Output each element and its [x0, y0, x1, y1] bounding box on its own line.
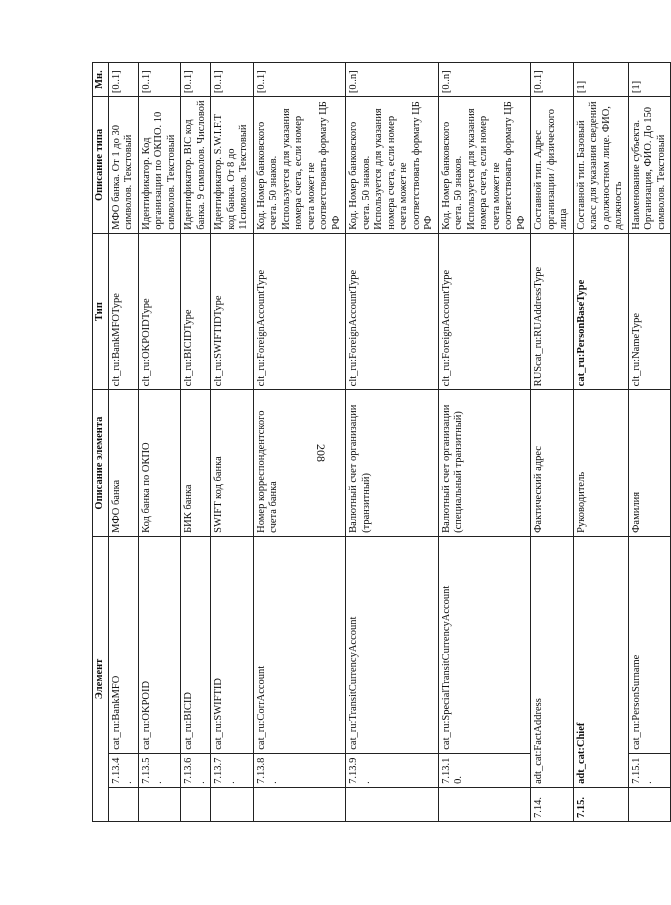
row-element: cat_ru:OKPOID: [138, 536, 181, 753]
row-indent-cell: [628, 787, 671, 821]
table-row: [438, 63, 531, 822]
row-type: clt_ru:ForeignAccountType: [253, 233, 346, 390]
row-multiplicity: [0..n]: [438, 63, 531, 97]
row-element: adt_cat:FactAddress: [531, 536, 574, 787]
table-row: [346, 63, 439, 822]
table-header-row: [93, 63, 109, 822]
row-element-desc: Фамилия: [628, 390, 671, 537]
table-row: [253, 63, 346, 822]
row-multiplicity: [0..1]: [181, 63, 211, 97]
row-element-desc: Руководитель: [573, 390, 628, 537]
row-number: 7.13.9.: [346, 753, 439, 787]
row-indent-cell: [108, 787, 138, 821]
header-type: Тип: [93, 233, 109, 390]
row-number: 7.13.4.: [108, 753, 138, 787]
header-multiplicity: Мн.: [93, 63, 109, 97]
row-element-desc: Валютный счет организации (специальный транзитный): [438, 390, 531, 537]
row-indent-cell: [138, 787, 181, 821]
row-type: cat_ru:PersonBaseType: [573, 233, 628, 390]
row-type-desc: Идентификатор. BIC код банка. 9 символов. Числовой: [181, 97, 211, 234]
row-type-desc: Составной тип. Адрес организации / физического лица: [531, 97, 574, 234]
row-type-desc: Код. Номер банковского счета. 50 знаков. Используется для указания номера счета, если номер счета может не соответствовать формату ЦБ РФ: [253, 97, 346, 234]
row-number: 7.13.7.: [211, 753, 254, 787]
row-type-desc: Идентификатор. Код организации по ОКПО. 10 символов. Текстовый: [138, 97, 181, 234]
table-row: [108, 63, 138, 822]
row-element-desc: Код банка по ОКПО: [138, 390, 181, 537]
row-multiplicity: [0..1]: [531, 63, 574, 97]
row-number: 7.13.10.: [438, 753, 531, 787]
row-element-desc: SWIFT код банка: [211, 390, 254, 537]
row-element: cat_ru:BankMFO: [108, 536, 138, 753]
row-multiplicity: [0..n]: [346, 63, 439, 97]
row-element-desc: Фактический адрес: [531, 390, 574, 537]
row-number: 7.13.5.: [138, 753, 181, 787]
row-type: clt_ru:ForeignAccountType: [438, 233, 531, 390]
row-type: clt_ru:ForeignAccountType: [346, 233, 439, 390]
row-element: cat_ru:PersonSurname: [628, 536, 671, 753]
row-element: cat_ru:SpecialTransitCurrencyAccount: [438, 536, 531, 753]
row-type: clt_ru:BankMFOType: [108, 233, 138, 390]
header-element: Элемент: [93, 536, 109, 821]
row-type: clt_ru:NameType: [628, 233, 671, 390]
table-row: [138, 63, 181, 822]
row-indent-cell: [211, 787, 254, 821]
row-element-desc: Номер корреспондентского счета банка: [253, 390, 346, 537]
page-number: 208: [314, 444, 328, 462]
row-element: cat_ru:SWIFTID: [211, 536, 254, 753]
row-indent-cell: [346, 787, 439, 821]
row-element-desc: Валютный счет организации (транзитный): [346, 390, 439, 537]
row-type: clt_ru:OKPOIDType: [138, 233, 181, 390]
row-indent-cell: [438, 787, 531, 821]
row-element: cat_ru:CorrAccount: [253, 536, 346, 753]
row-type: clt_ru:BICIDType: [181, 233, 211, 390]
row-multiplicity: [1]: [628, 63, 671, 97]
row-element-desc: МФО банка: [108, 390, 138, 537]
row-multiplicity: [0..1]: [138, 63, 181, 97]
row-type-desc: Составной тип. Базовый класс для указания сведений о должностном лице. ФИО, должность: [573, 97, 628, 234]
row-indent-cell: [181, 787, 211, 821]
row-multiplicity: [0..1]: [253, 63, 346, 97]
rotated-table-wrapper: [92, 62, 667, 822]
table-row: [181, 63, 211, 822]
table-row: [573, 63, 628, 822]
row-element: cat_ru:BICID: [181, 536, 211, 753]
row-number: 7.14.: [531, 787, 574, 821]
row-number: 7.13.6.: [181, 753, 211, 787]
spec-table: [92, 62, 671, 822]
row-type-desc: МФО банка. От 1 до 30 символов. Текстовый: [108, 97, 138, 234]
row-type-desc: Код. Номер банковского счета. 50 знаков. Используется для указания номера счета, если номер счета может не соответствовать формату ЦБ РФ: [346, 97, 439, 234]
row-indent-cell: [253, 787, 346, 821]
row-multiplicity: [1]: [573, 63, 628, 97]
row-number: 7.15.1.: [628, 753, 671, 787]
row-number: 7.13.8.: [253, 753, 346, 787]
row-multiplicity: [0..1]: [211, 63, 254, 97]
header-type-desc: Описание типа: [93, 97, 109, 234]
row-element-desc: БИК банка: [181, 390, 211, 537]
row-element: adt_cat:Chief: [573, 536, 628, 787]
row-element: cat_ru:TransitCurrencyAccount: [346, 536, 439, 753]
row-number: 7.15.: [573, 787, 628, 821]
row-type-desc: Наименование субъекта. Организация, ФИО. До 150 символов. Текстовый: [628, 97, 671, 234]
table-row: [628, 63, 671, 822]
row-type-desc: Идентификатор. S.W.I.F.T код банка. От 8 до 11символов. Текстовый: [211, 97, 254, 234]
rotated-table-container: [92, 62, 667, 822]
table-row: [211, 63, 254, 822]
table-row: [531, 63, 574, 822]
row-type-desc: Код. Номер банковского счета. 50 знаков. Используется для указания номера счета, если номер счета может не соответствовать формату ЦБ РФ: [438, 97, 531, 234]
row-multiplicity: [0..1]: [108, 63, 138, 97]
row-type: RUScat_ru:RUAddressType: [531, 233, 574, 390]
row-type: clt_ru:SWIFTIDType: [211, 233, 254, 390]
header-element-desc: Описание элемента: [93, 390, 109, 537]
